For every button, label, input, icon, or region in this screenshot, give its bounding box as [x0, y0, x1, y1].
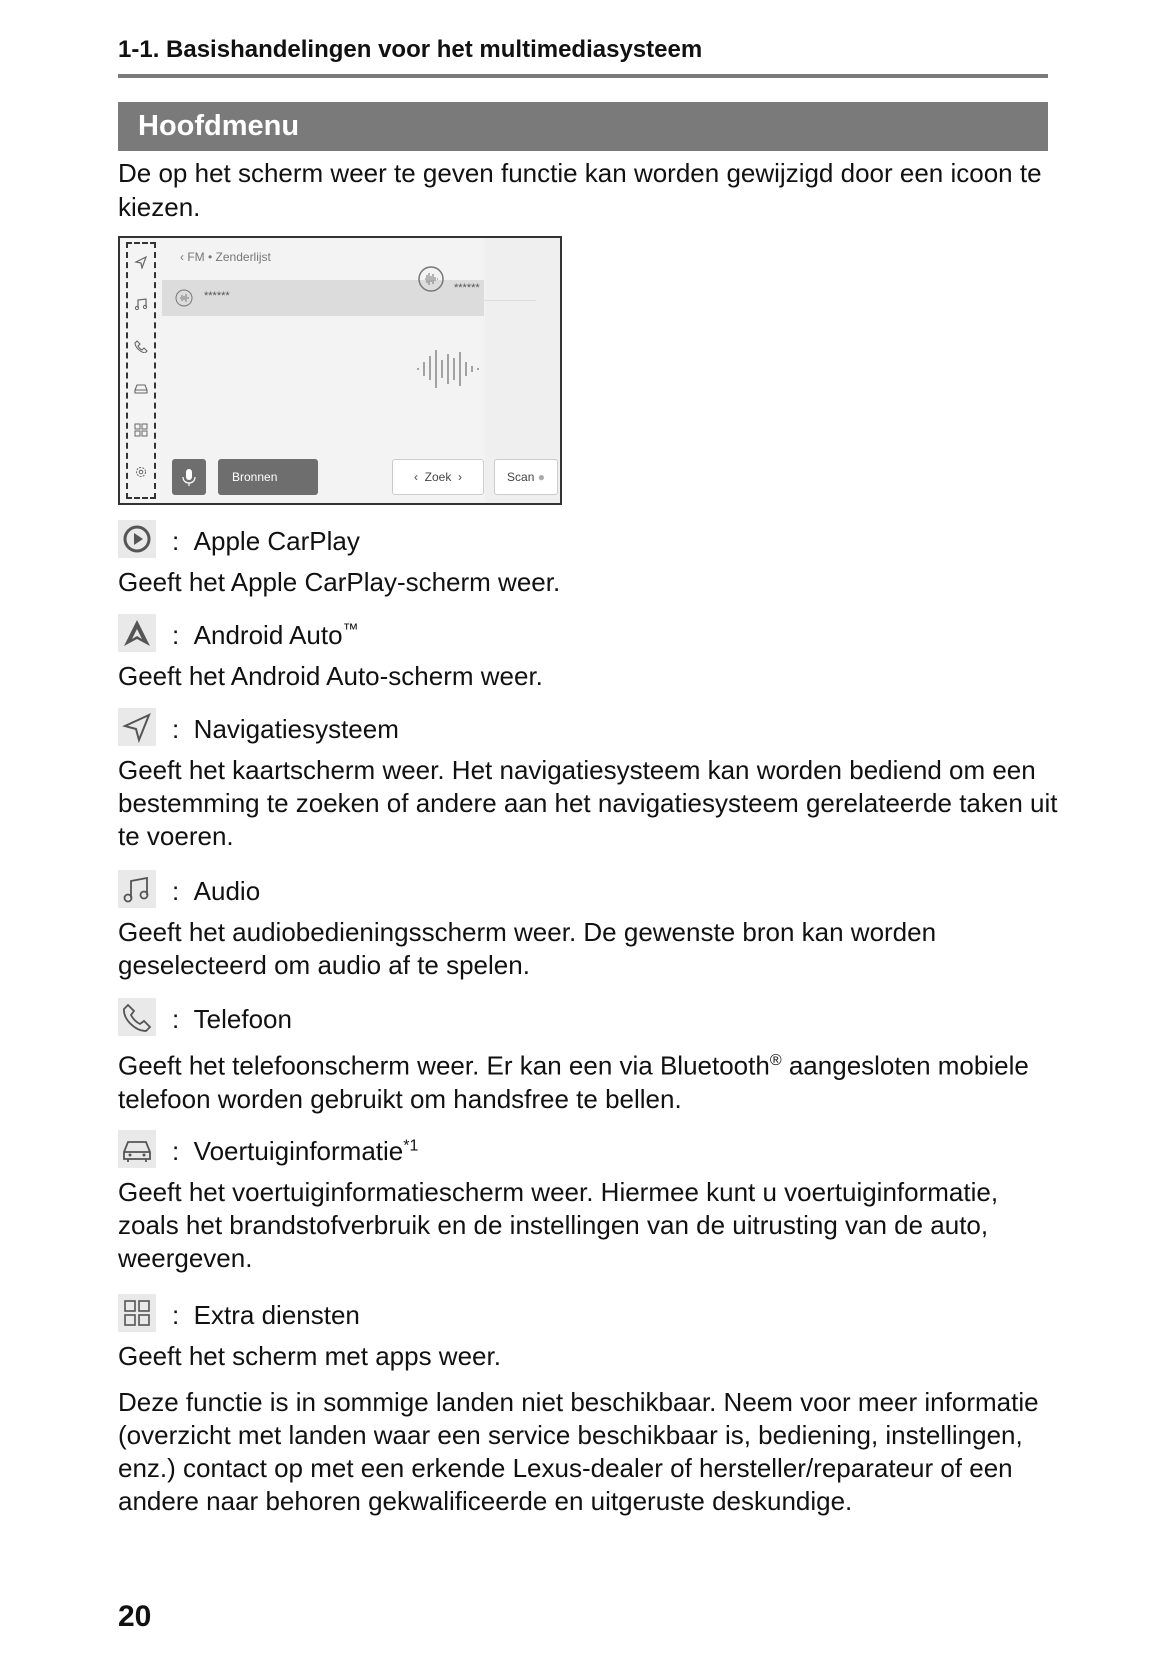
item-label: : Apple CarPlay [172, 526, 360, 556]
main-menu-sidebar [126, 242, 156, 499]
phone-icon [118, 998, 156, 1036]
phone-icon[interactable] [131, 336, 151, 356]
page-title: Hoofdmenu [138, 110, 300, 142]
item-label: : Extra diensten [172, 1300, 360, 1330]
item-label: : Android Auto™ [172, 620, 359, 650]
item-desc: Geeft het scherm met apps weer. [118, 1341, 501, 1371]
audio-icon [118, 870, 156, 908]
voice-button[interactable] [172, 459, 206, 495]
seek-button[interactable]: ‹ Zoek › [392, 459, 484, 495]
audio-icon[interactable] [131, 294, 151, 314]
item-desc: Geeft het Android Auto-scherm weer. [118, 661, 543, 691]
navigation-icon[interactable] [131, 252, 151, 272]
now-playing-radio-icon [416, 264, 446, 294]
vehicle-icon [118, 1130, 156, 1168]
item-desc: Geeft het audiobedieningsscherm weer. De gewenste bron kan worden geselecteerd om audio af te spelen. [118, 917, 937, 980]
now-playing-name: ****** [454, 282, 480, 294]
page-number: 20 [118, 1600, 152, 1633]
item-label: : Navigatiesysteem [172, 714, 399, 744]
station-name: ****** [204, 290, 230, 302]
scan-button[interactable]: Scan ● [494, 459, 558, 495]
availability-note: Deze functie is in sommige landen niet beschikbaar. Neem voor meer informatie (overzicht met landen waar een service beschikbaar is, bediening, instellingen, enz.) contact op met een erkende Lexus-dealer of hersteller/reparateur of een andere naar behoren gekwalificeerde en uitgeruste deskundige. [118, 1387, 1039, 1516]
radio-icon [174, 288, 194, 308]
item-label: : Audio [172, 876, 261, 906]
breadcrumb: ‹ FM • Zenderlijst [180, 250, 271, 264]
header-rule [118, 74, 1048, 78]
item-label: : Telefoon [172, 1004, 292, 1034]
item-desc: Geeft het kaartscherm weer. Het navigatiesysteem kan worden bediend om een bestemming te zoeken of andere aan het navigatiesysteem gerelateerde taken uit te voeren. [118, 755, 1058, 851]
item-label: : Voertuiginformatie$^{*1}$ [172, 1136, 419, 1166]
settings-icon[interactable] [131, 462, 151, 482]
intro-text: De op het scherm weer te geven functie kan worden gewijzigd door een icoon te kiezen. [118, 158, 1042, 222]
item-desc: Geeft het voertuiginformatiescherm weer. Hiermee kunt u voertuiginformatie, zoals het brandstofverbruik en de instellingen van de uitrusting van de auto, weergeven. [118, 1177, 999, 1273]
divider [416, 300, 536, 301]
android-auto-icon [118, 614, 156, 652]
sources-button[interactable]: Bronnen [218, 459, 318, 495]
microphone-icon [172, 459, 206, 495]
navigation-icon [118, 708, 156, 746]
section-heading: 1-1. Basishandelingen voor het multimediasysteem [118, 36, 703, 63]
apps-icon[interactable] [131, 420, 151, 440]
item-desc: Geeft het telefoonscherm weer. Er kan een via Bluetooth® aangesloten mobiele telefoon worden gebruikt om handsfree te bellen. [118, 1050, 1029, 1114]
waveform-icon [416, 346, 482, 390]
vehicle-icon[interactable] [131, 378, 151, 398]
item-desc: Geeft het Apple CarPlay-scherm weer. [118, 567, 561, 597]
title-bar [118, 102, 1048, 151]
carplay-icon [118, 520, 156, 558]
apps-icon [118, 1294, 156, 1332]
screen-illustration [118, 236, 562, 505]
